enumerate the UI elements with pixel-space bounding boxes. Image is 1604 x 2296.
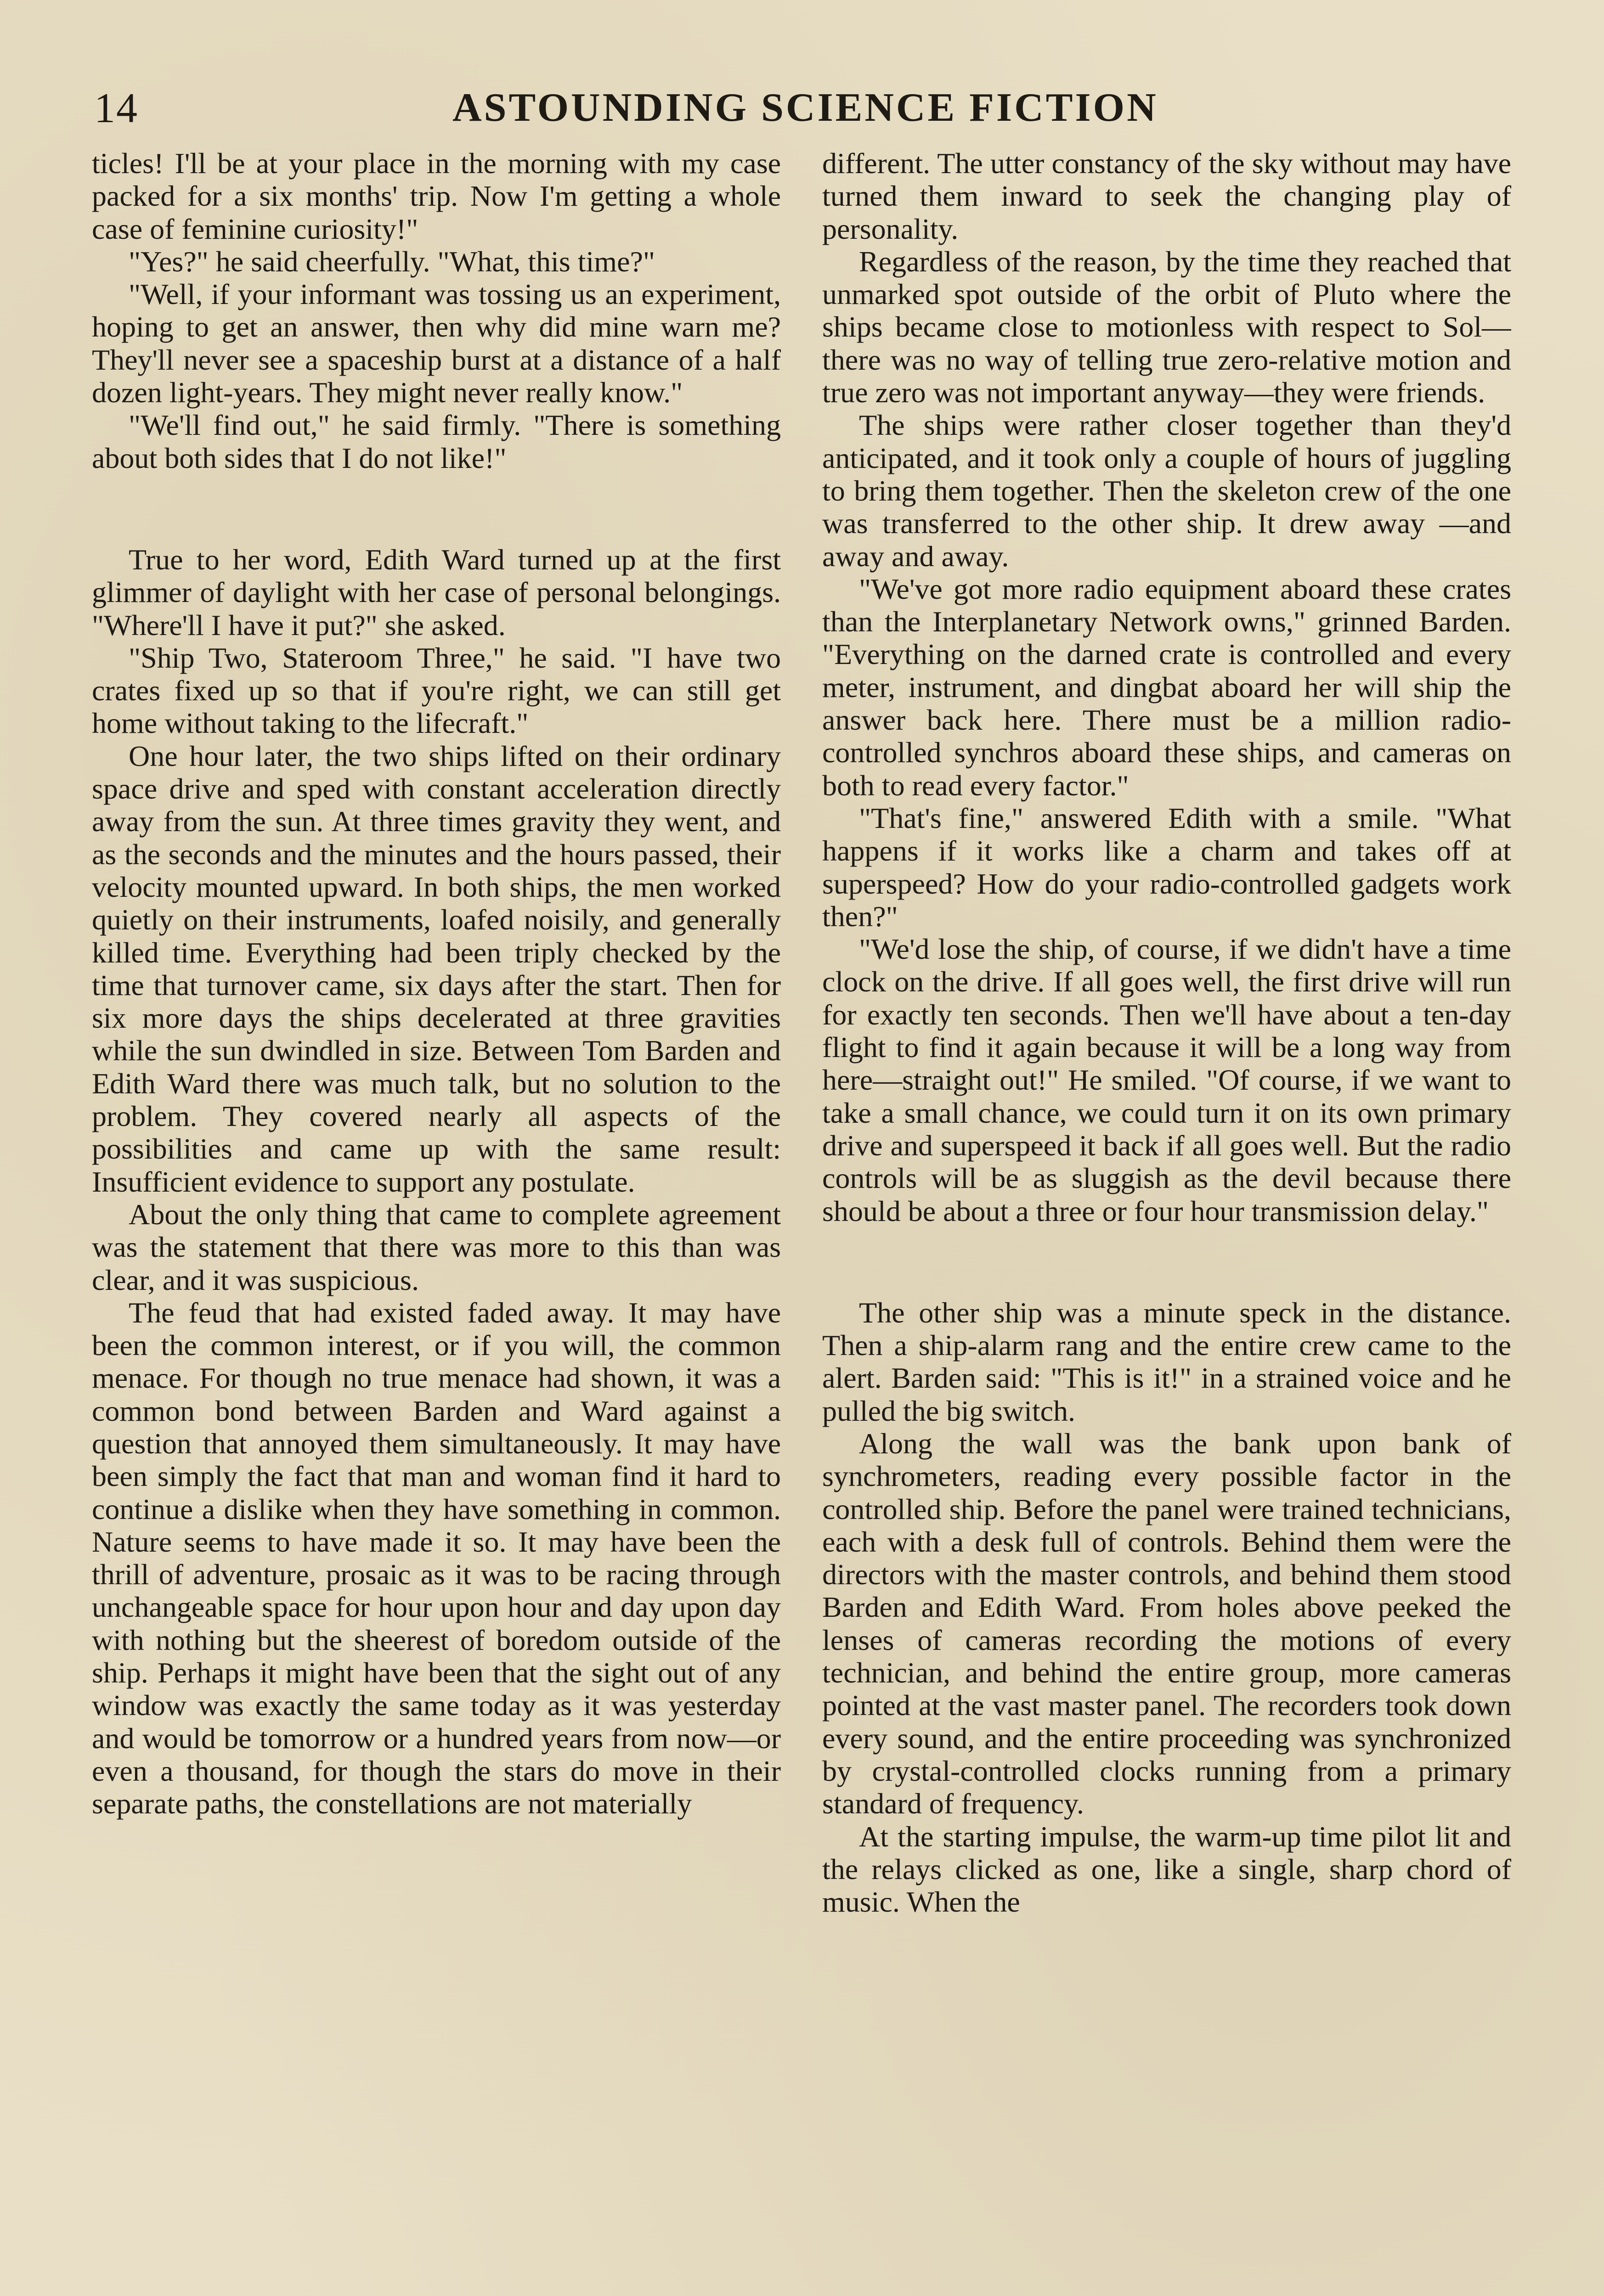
paragraph: "We'd lose the ship, of course, if we didn't have a time clock on the drive. If all goes well, the first drive will run for exactly ten seconds. Then we'll have about a ten-day flight to find it again because it will be a long way from here—straight out!" He smiled. "Of course, if we want to take a small chance, we could turn it on its own primary drive and superspeed it back if all goes well. But the radio controls will be as sluggish as the devil because there should be about a three or four hour transmission delay." <box>822 933 1511 1227</box>
paragraph: "We've got more radio equipment aboard these crates than the Interplanetary Network owns," grinned Barden. "Everything on the darned crate is controlled and every meter, instrument, and dingbat aboard her will ship the answer back here. There must be a million radio-controlled synchros aboard these ships, and cameras on both to read every factor." <box>822 572 1511 802</box>
section-break <box>92 474 781 543</box>
paragraph: One hour later, the two ships lifted on their ordinary space drive and sped with constant acceleration directly away from the sun. At three times gravity they went, and as the seconds and the minutes and the hours passed, their velocity mounted upward. In both ships, the men worked quietly on their instruments, loafed noisily, and generally killed time. Everything had been triply checked by the time that turnover came, six days after the start. Then for six more days the ships decelerated at three gravities while the sun dwindled in size. Between Tom Barden and Edith Ward there was much talk, but no solution to the problem. They covered nearly all aspects of the possibilities and came up with the same result: Insufficient evidence to support any postulate. <box>92 739 781 1198</box>
paragraph: About the only thing that came to complete agreement was the statement that there was more to this than was clear, and it was suspicious. <box>92 1198 781 1296</box>
running-title: ASTOUNDING SCIENCE FICTION <box>452 85 1158 130</box>
left-column <box>92 147 781 2296</box>
right-column <box>822 147 1511 2296</box>
paragraph: ticles! I'll be at your place in the morning with my case packed for a six months' trip. Now I'm getting a whole case of feminine curiosity!" <box>92 147 781 245</box>
paragraph: The feud that had existed faded away. It may have been the common interest, or if you will, the common menace. For though no true menace had shown, it was a common bond between Barden and Ward against a question that annoyed them simultaneously. It may have been simply the fact that man and woman find it hard to continue a dislike when they have something in common. Nature seems to have made it so. It may have been the thrill of adventure, prosaic as it was to be racing through unchangeable space for hour upon hour and day upon day with nothing but the sheerest of boredom outside of the ship. Perhaps it might have been that the sight out of any window was exactly the same today as it was yesterday and would be tomorrow or a hundred years from now—or even a thousand, for though the stars do move in their separate paths, the constellations are not materially <box>92 1296 781 1820</box>
paragraph: "Ship Two, Stateroom Three," he said. "I have two crates fixed up so that if you're right, we can still get home without taking to the lifecraft." <box>92 641 781 740</box>
paragraph: Regardless of the reason, by the time they reached that unmarked spot outside of the orbit of Pluto where the ships became close to motionless with respect to Sol—there was no way of telling true zero-relative motion and true zero was not important anyway—they were friends. <box>822 245 1511 409</box>
page-header <box>94 73 1520 142</box>
paragraph: different. The utter constancy of the sky without may have turned them inward to seek the changing play of personality. <box>822 147 1511 245</box>
paragraph: "Well, if your informant was tossing us an experiment, hoping to get an answer, then why did mine warn me? They'll never see a spaceship burst at a distance of a half dozen light-years. They might never really know." <box>92 278 781 409</box>
paragraph: At the starting impulse, the warm-up time pilot lit and the relays clicked as one, like a single, sharp chord of music. When the <box>822 1820 1511 1919</box>
paragraph: The ships were rather closer together than they'd anticipated, and it took only a couple of hours of juggling to bring them together. Then the skeleton crew of the one was transferred to the other ship. It drew away —and away and away. <box>822 409 1511 573</box>
paragraph: Along the wall was the bank upon bank of synchrometers, reading every possible factor in the controlled ship. Before the panel were trained technicians, each with a desk full of controls. Behind them were the directors with the master controls, and behind them stood Barden and Edith Ward. From holes above peeked the lenses of cameras recording the motions of every technician, and behind the entire group, more cameras pointed at the vast master panel. The recorders took down every sound, and the entire proceeding was synchronized by crystal-controlled clocks running from a primary standard of frequency. <box>822 1427 1511 1820</box>
paragraph: "Yes?" he said cheerfully. "What, this time?" <box>129 245 655 278</box>
section-break <box>822 1227 1511 1296</box>
paragraph: True to her word, Edith Ward turned up at the first glimmer of daylight with her case of personal belongings. "Where'll I have it put?" she asked. <box>92 543 781 642</box>
page-number: 14 <box>94 84 138 131</box>
paragraph: The other ship was a minute speck in the distance. Then a ship-alarm rang and the entire crew came to the alert. Barden said: "This is it!" in a strained voice and he pulled the big switch. <box>822 1296 1511 1427</box>
paragraph: "We'll find out," he said firmly. "There is something about both sides that I do not like!" <box>92 409 781 474</box>
paragraph: "That's fine," answered Edith with a smile. "What happens if it works like a charm and takes off at superspeed? How do your radio-controlled gadgets work then?" <box>822 801 1511 933</box>
